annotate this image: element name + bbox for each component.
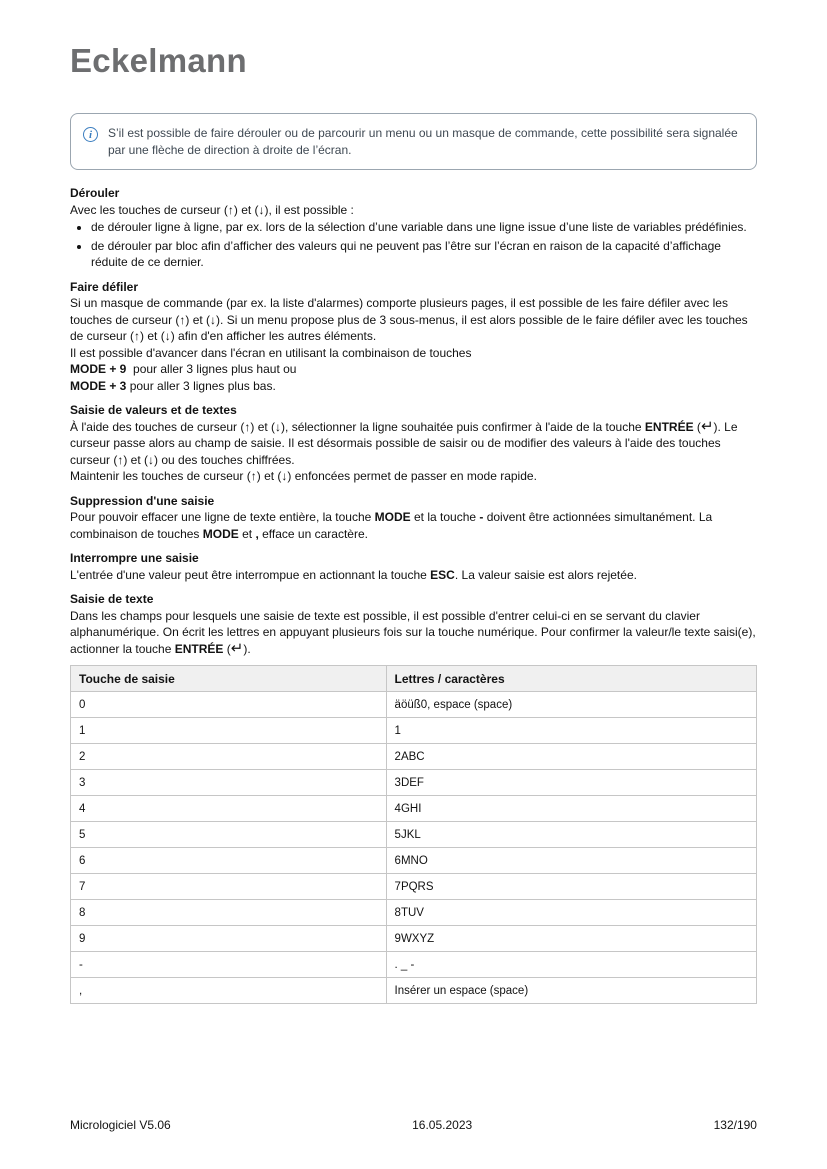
cell-chars: 2ABC <box>386 744 756 770</box>
cell-key: 8 <box>71 900 387 926</box>
cell-key: 5 <box>71 822 387 848</box>
cell-chars: Insérer un espace (space) <box>386 978 756 1004</box>
cell-chars: 1 <box>386 718 756 744</box>
text-segment: L'entrée d'une valeur peut être interrompue en actionnant la touche <box>70 567 431 582</box>
text-segment: de dérouler par bloc afin d’afficher des valeurs qui ne peuvent pas l’être sur l’écran en raison de la capacité d’affichage réduite de ce dernier. <box>91 238 721 269</box>
key-name: MODE + 3 <box>70 378 127 393</box>
table-row <box>71 692 757 718</box>
bullet-list <box>70 219 757 271</box>
table-row <box>71 900 757 926</box>
section-title: Dérouler <box>70 186 120 200</box>
text-segment: Pour pouvoir effacer une ligne de texte entière, la touche <box>70 510 375 524</box>
cell-key: 1 <box>71 718 387 744</box>
table-header-row <box>71 666 757 692</box>
page-footer <box>70 1118 757 1132</box>
footer-page-number: 132/190 <box>713 1118 757 1132</box>
section <box>70 402 757 485</box>
cell-chars: 4GHI <box>386 796 756 822</box>
section-title: Saisie de texte <box>70 592 154 606</box>
key-name: MODE <box>202 526 239 541</box>
cell-chars: äöüß0, espace (space) <box>386 692 756 718</box>
cell-chars: 7PQRS <box>386 874 756 900</box>
key-name: ESC <box>430 567 455 582</box>
table-row <box>71 822 757 848</box>
cell-chars: 5JKL <box>386 822 756 848</box>
paragraph <box>70 295 757 345</box>
text-segment: ). Le curseur passe alors au champ de saisie. Il est désormais possible de saisir ou de modifier des valeurs à l'aide des touches curseur (↑) et (↓) ou des touches chiffrées. <box>70 419 741 467</box>
text-segment: et <box>238 526 256 541</box>
sections <box>70 185 760 657</box>
enter-key-symbol: ↵ <box>230 639 244 657</box>
section-title: Interrompre une saisie <box>70 551 199 565</box>
cell-key: 4 <box>71 796 387 822</box>
table-row <box>71 848 757 874</box>
bullet-item <box>91 238 757 271</box>
text-segment: ( <box>223 641 231 656</box>
key-table-body <box>71 692 757 1004</box>
table-row <box>71 744 757 770</box>
key-name: ENTRÉE <box>174 641 224 656</box>
text-segment: À l'aide des touches de curseur (↑) et (↓), sélectionner la ligne souhaitée puis confirmer à l'aide de la touche <box>70 419 645 434</box>
footer-version: Micrologiciel V5.06 <box>70 1118 171 1132</box>
paragraph <box>70 608 760 658</box>
section <box>70 591 760 657</box>
cell-key: 2 <box>71 744 387 770</box>
company-logo: Eckelmann <box>70 42 247 79</box>
bullet-item <box>91 219 757 236</box>
info-box <box>70 113 757 170</box>
cell-chars: 6MNO <box>386 848 756 874</box>
text-segment: ( <box>693 419 701 434</box>
paragraph <box>70 361 757 378</box>
table-row <box>71 952 757 978</box>
paragraph <box>70 202 757 219</box>
table-row <box>71 926 757 952</box>
key-table <box>70 665 757 1004</box>
key-name: ENTRÉE <box>644 419 694 434</box>
cell-key: 3 <box>71 770 387 796</box>
text-segment: Si un masque de commande (par ex. la liste d'alarmes) comporte plusieurs pages, il est possible de les faire défiler avec les touches de curseur (↑) et (↓). Si un menu propose plus de 3 sous-menus, il est alors possible de le faire défiler avec les touches de curseur (↑) et (↓) afin d'en afficher les autres éléments. <box>70 296 752 343</box>
cell-chars: 3DEF <box>386 770 756 796</box>
cell-key: - <box>71 952 387 978</box>
cell-key: , <box>71 978 387 1004</box>
text-segment: Dans les champs pour lesquels une saisie de texte est possible, il est possible d'entrer celui-ci en se servant du clavier alphanumérique. On écrit les lettres en appuyant plusieurs fois sur la touche numérique. Pour confirmer la valeur/le texte saisi(e), actionner la touche <box>70 608 760 656</box>
text-segment: Maintenir les touches de curseur (↑) et (↓) enfoncées permet de passer en mode rapide. <box>70 469 537 483</box>
text-segment: pour aller 3 lignes plus bas. <box>126 378 276 393</box>
table-row <box>71 770 757 796</box>
cell-key: 9 <box>71 926 387 952</box>
enter-key-symbol: ↵ <box>700 417 714 435</box>
key-name: , <box>255 526 259 541</box>
text-segment: doivent être actionnées simultanément. La combinaison de touches <box>70 510 716 541</box>
table-row <box>71 718 757 744</box>
section-title: Saisie de valeurs et de textes <box>70 403 237 417</box>
table-row <box>71 978 757 1004</box>
text-segment: et la touche <box>410 510 480 524</box>
cell-chars: 8TUV <box>386 900 756 926</box>
paragraph <box>70 468 757 485</box>
info-text: S’il est possible de faire dérouler ou de parcourir un menu ou un masque de commande, cette possibilité sera signalée par une flèche de direction à droite de l’écran. <box>108 126 738 157</box>
key-name: MODE <box>374 510 411 524</box>
footer-date: 16.05.2023 <box>412 1118 473 1132</box>
section <box>70 550 757 583</box>
table-header-chars: Lettres / caractères <box>386 666 756 692</box>
text-segment: ). <box>243 641 251 656</box>
text-segment: Avec les touches de curseur (↑) et (↓), il est possible : <box>70 202 354 217</box>
key-name: MODE + 9 <box>70 362 127 376</box>
info-icon: i <box>83 127 98 142</box>
cell-chars: 9WXYZ <box>386 926 756 952</box>
paragraph <box>70 345 757 362</box>
paragraph <box>70 509 757 542</box>
table-row <box>71 796 757 822</box>
text-segment: Il est possible d'avancer dans l'écran en utilisant la combinaison de touches <box>70 345 472 360</box>
text-segment: de dérouler ligne à ligne, par ex. lors de la sélection d’une variable dans une ligne issue d’une liste de variables prédéfinies. <box>91 220 747 234</box>
text-segment: pour aller 3 lignes plus haut ou <box>126 362 297 376</box>
key-name: - <box>479 510 484 524</box>
paragraph <box>70 378 757 395</box>
paragraph <box>70 567 757 584</box>
cell-chars: . _ - <box>386 952 756 978</box>
section-title: Suppression d'une saisie <box>70 493 215 508</box>
table-header-key: Touche de saisie <box>71 666 387 692</box>
text-segment: . La valeur saisie est alors rejetée. <box>454 567 637 582</box>
text-segment: efface un caractère. <box>258 526 368 541</box>
section <box>70 185 757 271</box>
paragraph <box>70 419 757 469</box>
section <box>70 493 757 543</box>
section <box>70 279 757 395</box>
cell-key: 6 <box>71 848 387 874</box>
table-row <box>71 874 757 900</box>
cell-key: 0 <box>71 692 387 718</box>
section-title: Faire défiler <box>70 279 139 294</box>
cell-key: 7 <box>71 874 387 900</box>
